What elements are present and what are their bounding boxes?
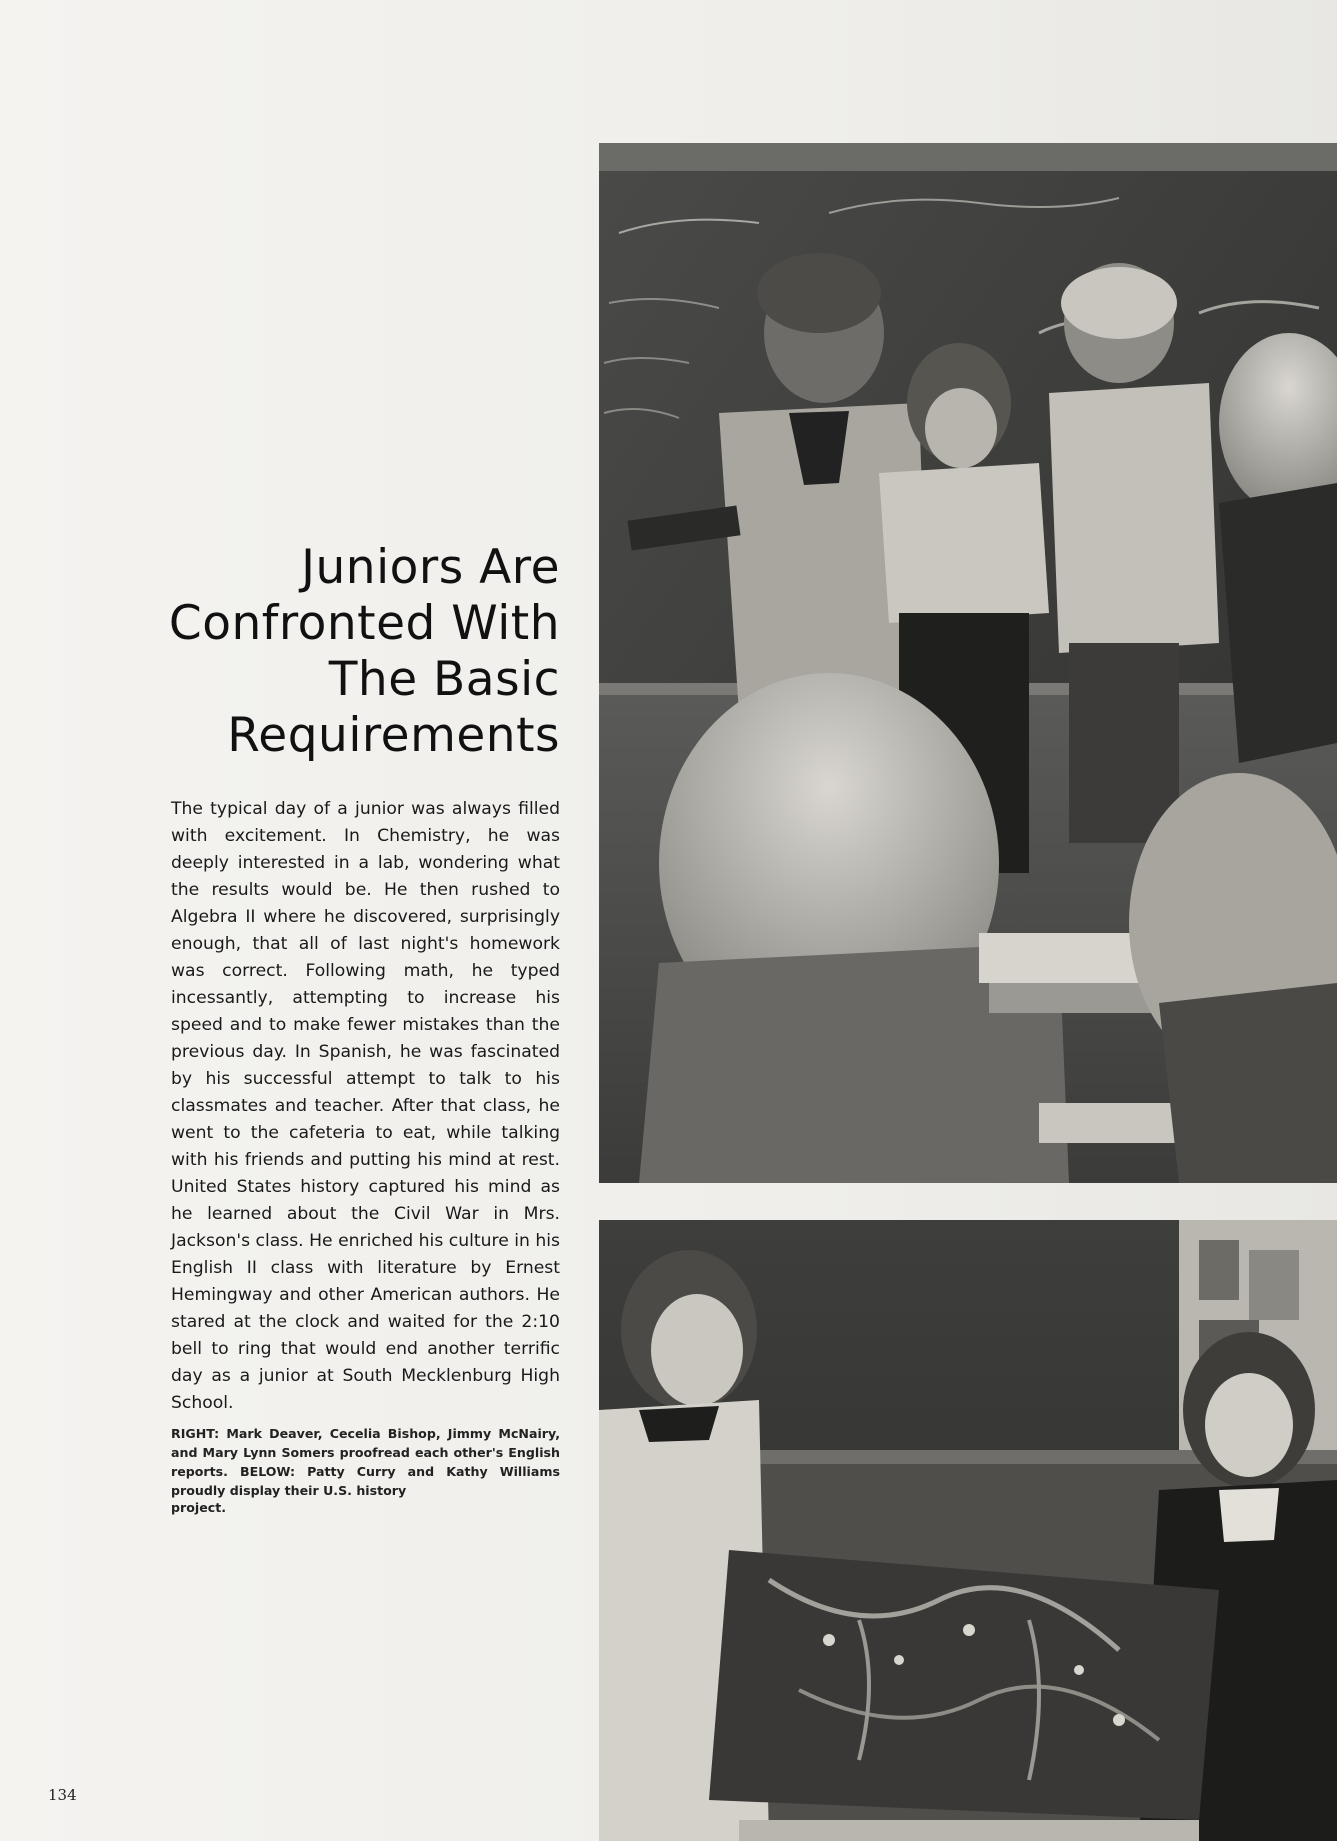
page-number: 134 (48, 1786, 77, 1804)
history-project-photo (599, 1220, 1337, 1841)
headline (120, 540, 560, 764)
body-copy: The typical day of a junior was always filled with excitement. In Chemistry, he was deeply interested in a lab, wondering what the results would be. He then rushed to Algebra II where he discovered, surprisingly enough, that all of last night's homework was correct. Following math, he typed incessantly, attempting to increase his speed and to make fewer mistakes than the previous day. In Spanish, he was fascinated by his successful attempt to talk to his classmates and teacher. After that class, he went to the cafeteria to eat, while talking with his friends and putting his mind at rest. United States history captured his mind as he learned about the Civil War in Mrs. Jackson's class. He enriched his culture in his English II class with literature by Ernest Hemingway and other American authors. He stared at the clock and waited for the 2:10 bell to ring that would end another terrific day as a junior at South Mecklenburg High School. (171, 799, 560, 1413)
headline-line-2: Confronted With (168, 596, 560, 651)
photo-caption-last-line: project. (171, 1500, 227, 1515)
history-project-photo-icon (599, 1220, 1337, 1841)
classroom-photo-icon (599, 143, 1337, 1183)
headline-line-4: Requirements (227, 708, 560, 763)
headline-line-1: Juniors Are (301, 540, 560, 595)
headline-line-3: The Basic (328, 652, 560, 707)
classroom-photo (599, 143, 1337, 1183)
photo-caption: RIGHT: Mark Deaver, Cecelia Bishop, Jimmy McNairy, and Mary Lynn Somers proofread each other's English reports. BELOW: Patty Curry and Kathy Williams proudly display their U.S. history (171, 1426, 560, 1498)
